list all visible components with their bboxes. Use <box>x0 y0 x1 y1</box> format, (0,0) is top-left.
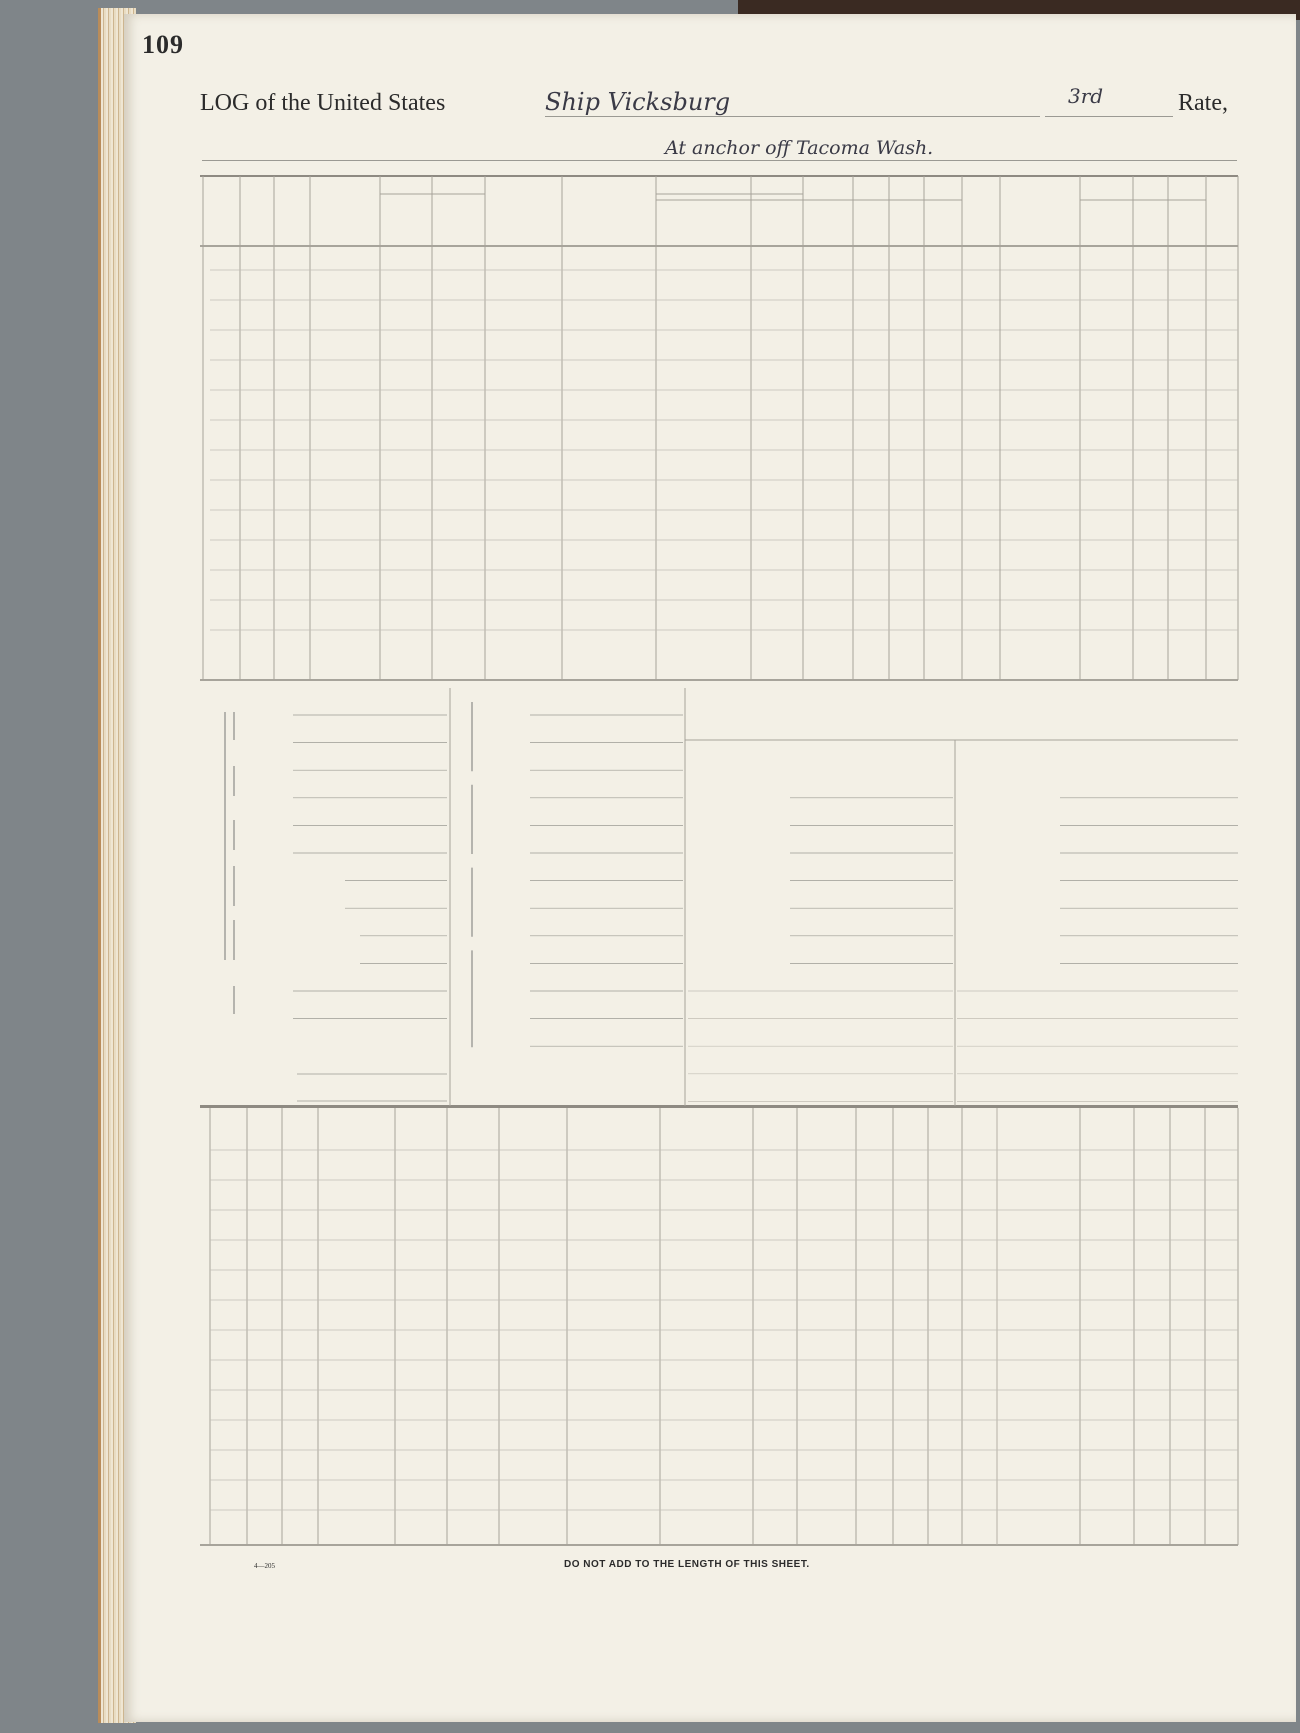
location: At anchor off Tacoma Wash. <box>665 137 934 159</box>
ship-name: Ship Vicksburg <box>545 88 731 116</box>
log-title: LOG of the United States <box>200 90 446 116</box>
rate-label: Rate, <box>1178 90 1228 116</box>
rate-number: 3rd <box>1068 84 1104 108</box>
page-number: 109 <box>142 30 184 59</box>
footer-notice: DO NOT ADD TO THE LENGTH OF THIS SHEET. <box>564 1559 810 1570</box>
form-number: 4—205 <box>254 1562 275 1570</box>
